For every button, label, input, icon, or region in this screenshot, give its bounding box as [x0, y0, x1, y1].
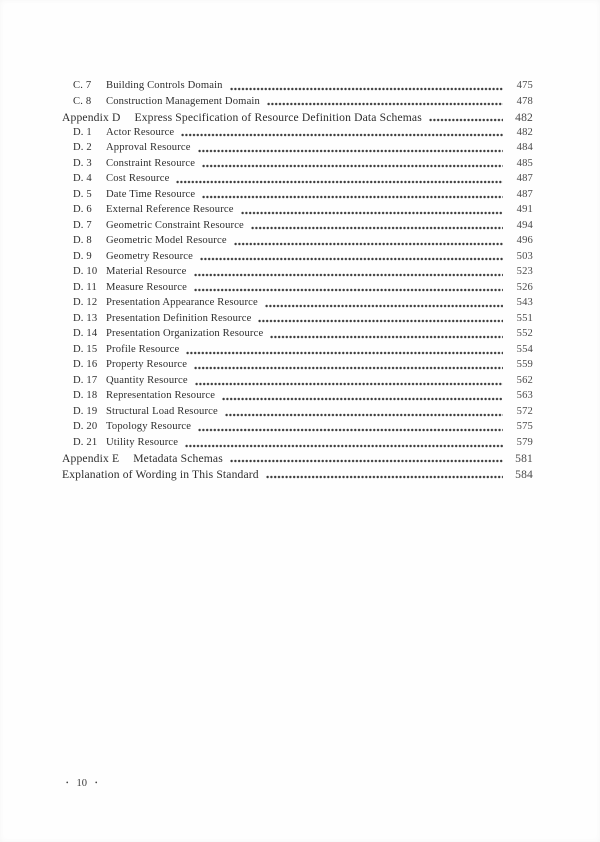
toc-entry-number: D. 15 — [73, 343, 98, 355]
dot-leader — [265, 301, 503, 311]
dot-leader — [185, 441, 503, 451]
dot-leader — [194, 363, 503, 373]
toc-entry-page: 581 — [515, 452, 533, 466]
table-of-contents — [62, 80, 533, 483]
toc-entry — [62, 204, 533, 220]
toc-entry — [62, 437, 533, 453]
toc-entry — [62, 313, 533, 329]
toc-entry — [62, 127, 533, 143]
toc-entry-page: 559 — [516, 359, 533, 371]
toc-entry-number: D. 9 — [73, 250, 92, 262]
dot-leader — [267, 99, 503, 109]
dot-leader — [176, 177, 503, 187]
toc-entry-title: Approval Resource — [106, 142, 191, 154]
toc-entry-title: Representation Resource — [106, 390, 216, 402]
footer-left-bullet-icon: • — [66, 779, 69, 787]
toc-entry-title: Building Controls Domain — [106, 80, 223, 91]
toc-entry-number: D. 20 — [73, 421, 98, 433]
dot-leader — [198, 425, 503, 435]
toc-entry — [62, 282, 533, 298]
toc-entry-number: D. 8 — [73, 235, 92, 247]
toc-entry-number: D. 14 — [73, 328, 98, 340]
toc-entry-number: D. 12 — [73, 297, 98, 309]
toc-entry-page: 562 — [516, 374, 533, 386]
toc-entry-title: Date Time Resource — [106, 188, 196, 200]
page-footer — [66, 778, 97, 789]
dot-leader — [225, 410, 503, 420]
toc-entry-number: D. 5 — [73, 188, 92, 200]
toc-entry-page: 584 — [515, 467, 533, 481]
dot-leader — [200, 254, 503, 264]
toc-entry-page: 572 — [516, 405, 533, 417]
toc-entry-title: Actor Resource — [106, 126, 175, 138]
toc-entry-number: D. 4 — [73, 173, 92, 185]
dot-leader — [266, 472, 503, 482]
dot-leader — [241, 208, 503, 218]
toc-entry — [62, 235, 533, 251]
toc-entry-page: 523 — [516, 266, 533, 278]
toc-entry-page: 485 — [516, 157, 533, 169]
dot-leader — [181, 130, 503, 140]
toc-entry — [62, 297, 533, 313]
toc-entry-number: D. 10 — [73, 266, 98, 278]
toc-entry-title: Profile Resource — [106, 343, 180, 355]
toc-entry-title: Geometry Resource — [106, 250, 193, 262]
dot-leader — [222, 394, 503, 404]
dot-leader — [429, 115, 503, 125]
dot-leader — [194, 285, 503, 295]
toc-entry-page: 487 — [516, 188, 533, 200]
toc-entry-page: 487 — [516, 173, 533, 185]
toc-entry-number: D. 16 — [73, 359, 98, 371]
toc-entry-page: 563 — [516, 390, 533, 402]
toc-entry-title: Geometric Constraint Resource — [106, 219, 244, 231]
toc-entry-number: D. 21 — [73, 436, 98, 448]
toc-entry-page: 475 — [516, 80, 533, 91]
dot-leader — [194, 270, 504, 280]
footer-right-bullet-icon: • — [94, 779, 98, 787]
dot-leader — [230, 84, 503, 94]
toc-entry-number: D. 11 — [73, 281, 97, 293]
toc-entry-appendix — [62, 452, 533, 468]
toc-entry-title: Utility Resource — [106, 436, 179, 448]
toc-entry-number: D. 2 — [73, 142, 92, 154]
toc-entry — [62, 80, 533, 96]
toc-entry — [62, 328, 533, 344]
toc-entry-number: D. 1 — [73, 126, 92, 138]
toc-entry — [62, 142, 533, 158]
toc-entry-number: C. 7 — [73, 80, 92, 91]
toc-entry-title: Topology Resource — [106, 421, 192, 433]
toc-entry-page: 575 — [516, 421, 533, 433]
toc-entry-page: 543 — [516, 297, 533, 309]
toc-entry-number: D. 18 — [73, 390, 98, 402]
dot-leader — [251, 223, 503, 233]
toc-entry-page: 491 — [516, 204, 533, 216]
dot-leader — [234, 239, 503, 249]
toc-entry-page: 482 — [516, 126, 533, 138]
footer-page-number: 10 — [76, 778, 87, 789]
dot-leader — [258, 316, 503, 326]
toc-entry-title: Material Resource — [106, 266, 187, 278]
toc-entry — [62, 173, 533, 189]
dot-leader — [195, 379, 503, 389]
dot-leader — [202, 192, 503, 202]
toc-entry — [62, 189, 533, 205]
toc-entry-number: D. 13 — [73, 312, 98, 324]
toc-entry-title: Structural Load Resource — [106, 405, 218, 417]
toc-entry — [62, 359, 533, 375]
toc-entry-title: Presentation Organization Resource — [106, 328, 264, 340]
toc-entry-title: Measure Resource — [106, 281, 187, 293]
toc-entry-title: Geometric Model Resource — [106, 235, 227, 247]
toc-entry — [62, 220, 533, 236]
toc-entry-title: Presentation Definition Resource — [106, 312, 252, 324]
toc-entry-page: 496 — [516, 235, 533, 247]
dot-leader — [230, 456, 503, 466]
toc-entry-title: Explanation of Wording in This Standard — [62, 467, 259, 481]
toc-entry-page: 554 — [516, 343, 533, 355]
toc-entry-page: 579 — [516, 436, 533, 448]
toc-entry-page: 526 — [516, 281, 533, 293]
toc-entry — [62, 390, 533, 406]
toc-entry — [62, 344, 533, 360]
toc-entry-number: Appendix E — [62, 452, 120, 466]
toc-entry-number: Appendix D — [62, 111, 121, 125]
toc-entry-title: Express Specification of Resource Definition Data Schemas — [134, 111, 422, 125]
toc-entry-explanation — [62, 468, 533, 484]
toc-entry-title: External Reference Resource — [106, 204, 234, 216]
dot-leader — [198, 146, 503, 156]
dot-leader — [186, 348, 503, 358]
toc-entry-page: 552 — [516, 328, 533, 340]
toc-entry — [62, 421, 533, 437]
toc-entry-number: D. 19 — [73, 405, 98, 417]
toc-entry — [62, 406, 533, 422]
toc-entry-number: D. 7 — [73, 219, 92, 231]
toc-entry-number: C. 8 — [73, 95, 92, 107]
toc-entry — [62, 251, 533, 267]
toc-entry-page: 484 — [516, 142, 533, 154]
toc-entry — [62, 266, 533, 282]
toc-entry-number: D. 17 — [73, 374, 98, 386]
toc-entry — [62, 158, 533, 174]
toc-entry — [62, 375, 533, 391]
toc-entry-page: 551 — [516, 312, 533, 324]
toc-entry-title: Presentation Appearance Resource — [106, 297, 258, 309]
dot-leader — [270, 332, 503, 342]
toc-entry-page: 482 — [515, 111, 533, 125]
toc-entry-number: D. 3 — [73, 157, 92, 169]
dot-leader — [202, 161, 503, 171]
toc-entry-title: Quantity Resource — [106, 374, 188, 386]
toc-entry-title: Cost Resource — [106, 173, 170, 185]
toc-entry-page: 503 — [516, 250, 533, 262]
toc-entry-page: 478 — [516, 95, 533, 107]
toc-entry-appendix — [62, 111, 533, 127]
toc-entry-number: D. 6 — [73, 204, 92, 216]
toc-entry-title: Metadata Schemas — [133, 452, 223, 466]
toc-entry — [62, 96, 533, 112]
toc-entry-title: Property Resource — [106, 359, 188, 371]
toc-entry-page: 494 — [516, 219, 533, 231]
toc-entry-title: Constraint Resource — [106, 157, 196, 169]
toc-entry-title: Construction Management Domain — [106, 95, 260, 107]
